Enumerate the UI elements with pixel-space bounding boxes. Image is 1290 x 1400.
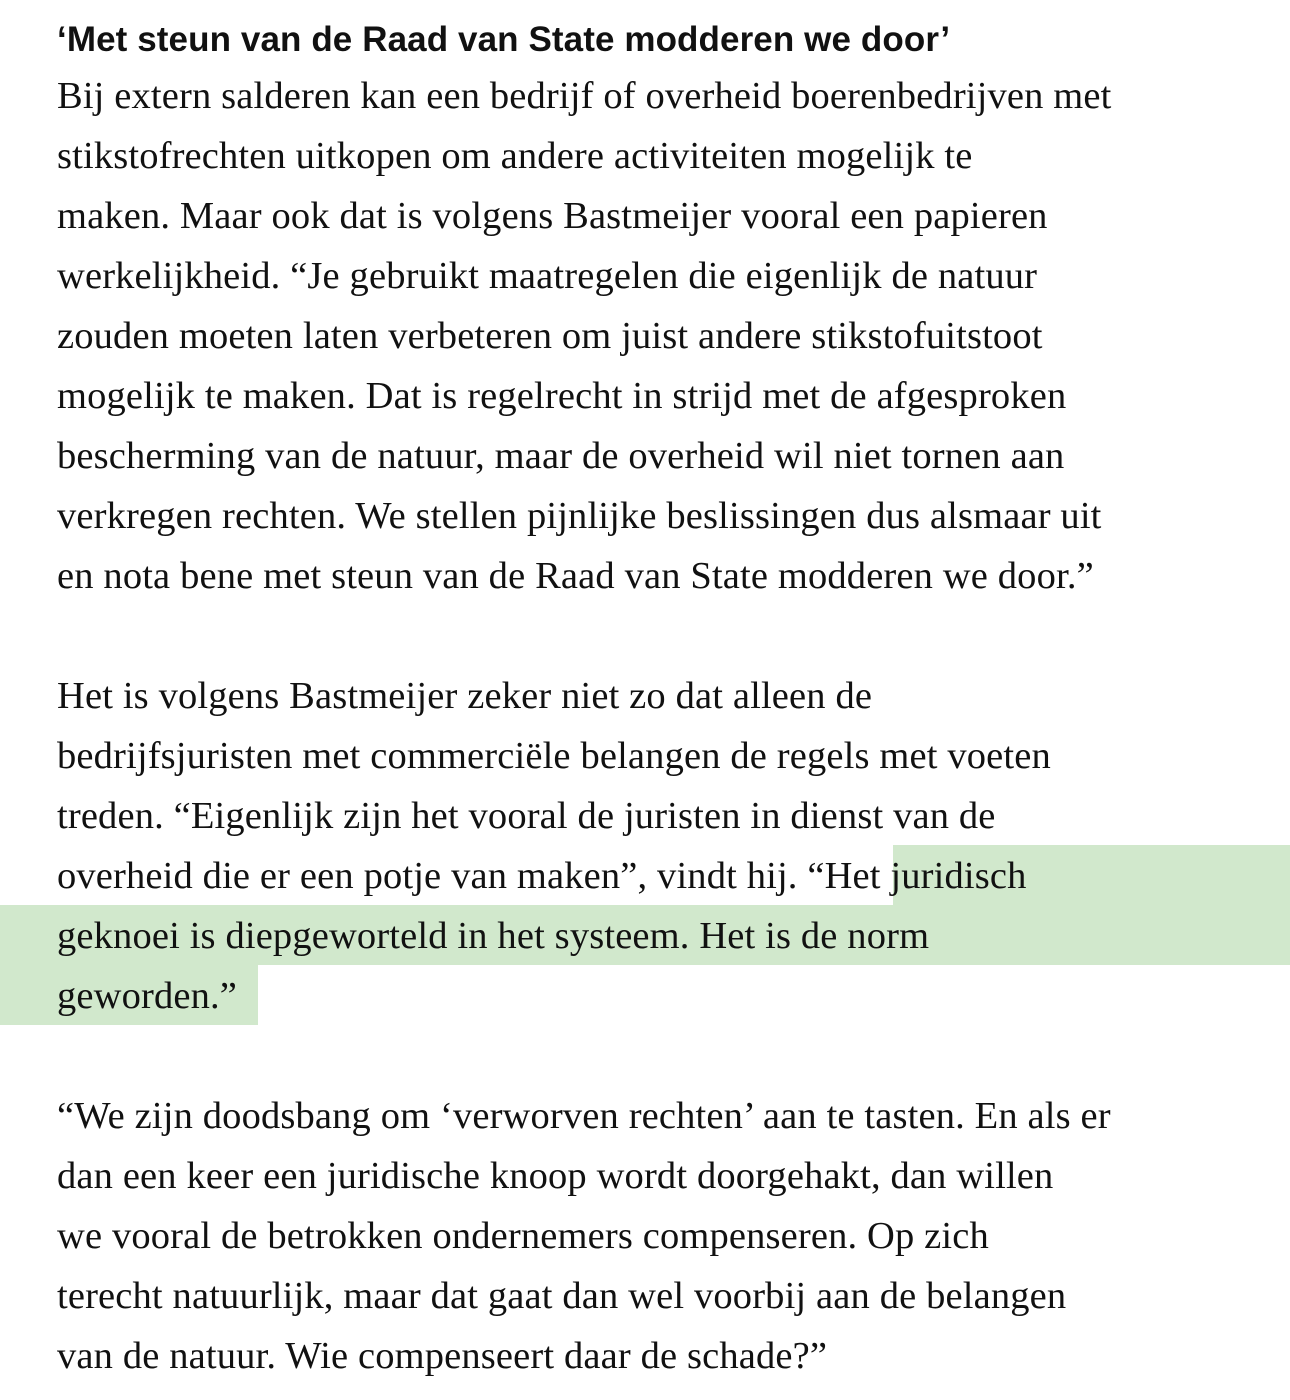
paragraph-line: mogelijk te maken. Dat is regelrecht in strijd met de afgesproken	[57, 375, 1067, 417]
paragraph-line: Bij extern salderen kan een bedrijf of overheid boerenbedrijven met	[57, 75, 1112, 117]
paragraph-line: maken. Maar ook dat is volgens Bastmeijer vooral een papieren	[57, 195, 1048, 237]
plain-text: overheid die er een potje van maken”, vindt hij.	[57, 855, 808, 897]
paragraph-1	[57, 66, 1257, 606]
paragraph-line: we vooral de betrokken ondernemers compenseren. Op zich	[57, 1215, 989, 1257]
paragraph-line: “We zijn doodsbang om ‘verworven rechten’ aan te tasten. En als er	[57, 1095, 1111, 1137]
paragraph-2	[57, 666, 1257, 1026]
paragraph-line: verkregen rechten. We stellen pijnlijke beslissingen dus alsmaar uit	[57, 495, 1102, 537]
section-heading: ‘Met steun van de Raad van State modderen we door’	[57, 20, 951, 59]
paragraph-spacer	[57, 1026, 1257, 1086]
paragraph-line: bescherming van de natuur, maar de overheid wil niet tornen aan	[57, 435, 1065, 477]
highlighted-quote: geworden.”	[57, 975, 238, 1017]
paragraph-line: zouden moeten laten verbeteren om juist andere stikstofuitstoot	[57, 315, 1043, 357]
paragraph-line: treden. “Eigenlijk zijn het vooral de juristen in dienst van de	[57, 795, 996, 837]
paragraph-line: Het is volgens Bastmeijer zeker niet zo dat alleen de	[57, 675, 873, 717]
paragraph-line: terecht natuurlijk, maar dat gaat dan wel voorbij aan de belangen	[57, 1275, 1067, 1317]
paragraph-line: en nota bene met steun van de Raad van State modderen we door.”	[57, 555, 1094, 597]
paragraph-3	[57, 1086, 1257, 1386]
article-body	[57, 14, 1257, 1386]
paragraph-line: bedrijfsjuristen met commerciële belangen de regels met voeten	[57, 735, 1051, 777]
paragraph-line: dan een keer een juridische knoop wordt doorgehakt, dan willen	[57, 1155, 1054, 1197]
paragraph-line: van de natuur. Wie compenseert daar de schade?”	[57, 1335, 828, 1377]
paragraph-line: werkelijkheid. “Je gebruikt maatregelen die eigenlijk de natuur	[57, 255, 1038, 297]
highlighted-quote: geknoei is diepgeworteld in het systeem. Het is de norm	[57, 915, 930, 957]
paragraph-spacer	[57, 606, 1257, 666]
paragraph-line	[57, 846, 1257, 906]
paragraph-line: stikstofrechten uitkopen om andere activiteiten mogelijk te	[57, 135, 973, 177]
highlighted-quote: “Het juridisch	[807, 855, 1027, 897]
